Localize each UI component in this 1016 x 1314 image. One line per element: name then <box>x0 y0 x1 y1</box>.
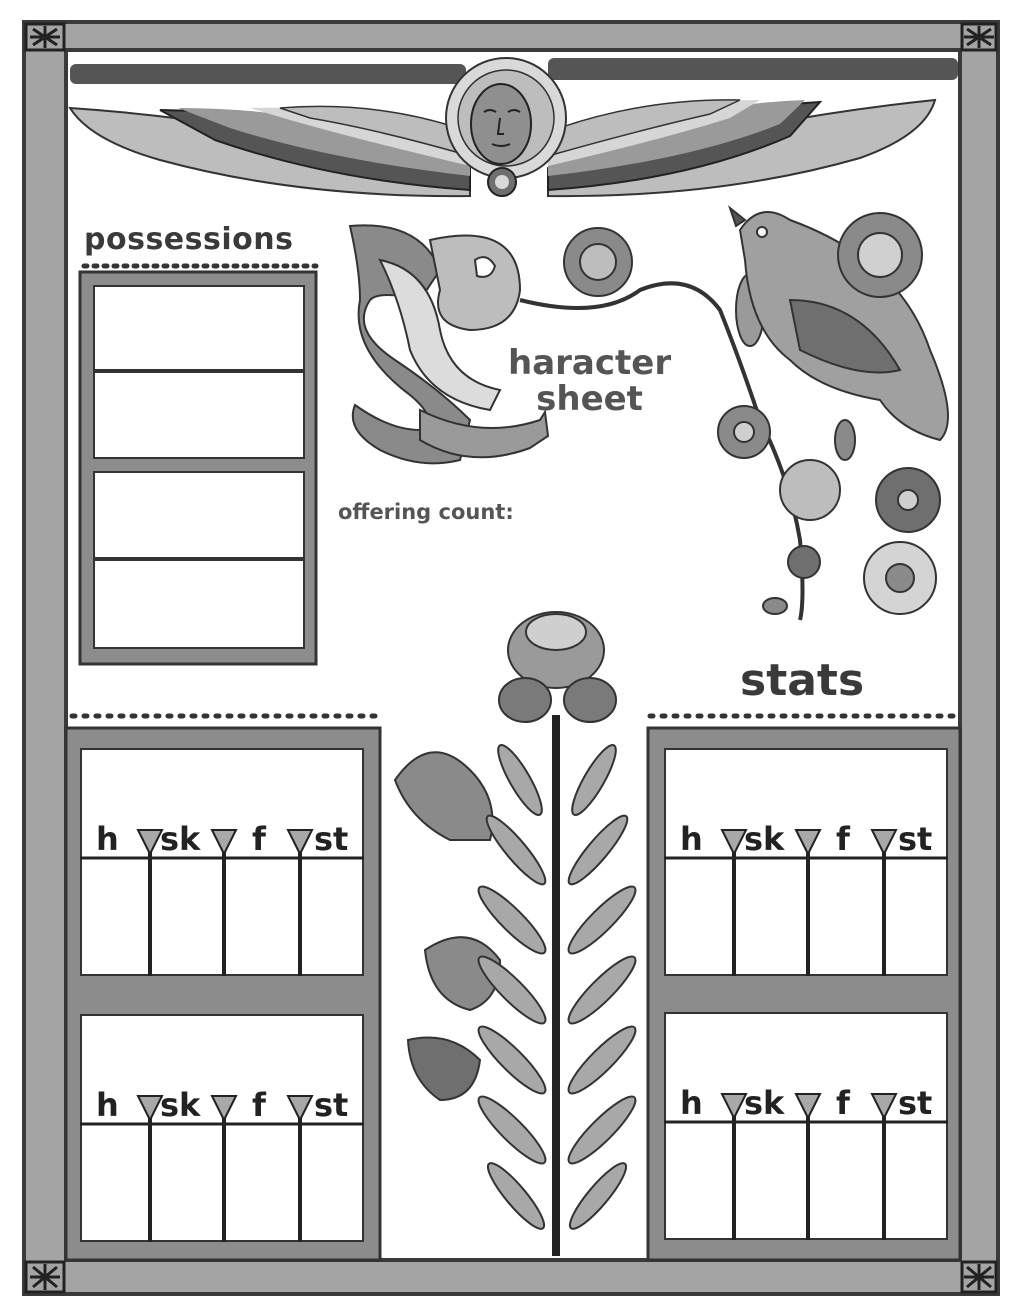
stat-value-cell[interactable] <box>306 1130 362 1238</box>
possession-slot[interactable] <box>94 286 304 370</box>
stat-header-2: f <box>252 1086 266 1124</box>
page-title-line1: haracter <box>508 343 672 383</box>
possession-slot[interactable] <box>94 472 304 558</box>
possession-slot[interactable] <box>94 560 304 648</box>
possessions-heading: possessions <box>84 222 294 257</box>
stat-value-cell[interactable] <box>86 1130 148 1238</box>
stats-heading: stats <box>740 655 865 706</box>
stat-marker-icon <box>288 830 312 854</box>
stat-marker-icon <box>722 830 746 854</box>
corner-star-icon <box>26 1262 64 1292</box>
stat-marker-icon <box>212 1096 236 1120</box>
stat-value-cell[interactable] <box>814 864 882 972</box>
stat-marker-icon <box>138 1096 162 1120</box>
possession-slot[interactable] <box>94 372 304 458</box>
stat-value-cell[interactable] <box>670 864 732 972</box>
stat-value-cell[interactable] <box>156 864 222 972</box>
stat-value-cell[interactable] <box>740 1128 806 1236</box>
stat-header-3: st <box>314 1086 349 1124</box>
stat-header-3: st <box>898 1084 933 1122</box>
corner-star-icon <box>26 24 64 50</box>
stat-card <box>80 748 364 976</box>
stat-header-2: f <box>836 820 850 858</box>
stat-marker-icon <box>872 1094 896 1118</box>
stat-value-cell[interactable] <box>814 1128 882 1236</box>
page-title-line2: sheet <box>536 379 643 419</box>
header-bar <box>70 64 466 84</box>
corner-star-icon <box>962 1262 996 1292</box>
stat-header-1: sk <box>160 820 201 858</box>
stat-card <box>80 1014 364 1242</box>
stat-marker-icon <box>288 1096 312 1120</box>
stat-card <box>664 748 948 976</box>
header-bar <box>548 58 958 80</box>
stat-marker-icon <box>138 830 162 854</box>
stat-value-cell[interactable] <box>670 1128 732 1236</box>
stat-header-0: h <box>680 820 703 858</box>
stat-value-cell[interactable] <box>740 864 806 972</box>
stat-value-cell[interactable] <box>230 864 298 972</box>
stat-value-cell[interactable] <box>86 864 148 972</box>
stat-marker-icon <box>212 830 236 854</box>
stat-value-cell[interactable] <box>156 1130 222 1238</box>
stat-header-3: st <box>898 820 933 858</box>
offering-count-label: offering count: <box>338 500 514 524</box>
stat-marker-icon <box>872 830 896 854</box>
stat-value-cell[interactable] <box>230 1130 298 1238</box>
stat-marker-icon <box>722 1094 746 1118</box>
stat-header-2: f <box>252 820 266 858</box>
stat-header-1: sk <box>744 820 785 858</box>
stat-header-0: h <box>680 1084 703 1122</box>
page-title <box>508 345 671 417</box>
stat-header-1: sk <box>744 1084 785 1122</box>
stat-value-cell[interactable] <box>890 1128 946 1236</box>
stat-card <box>664 1012 948 1240</box>
stat-marker-icon <box>796 830 820 854</box>
stat-marker-icon <box>796 1094 820 1118</box>
offering-count-field[interactable] <box>570 498 734 530</box>
corner-star-icon <box>962 24 996 50</box>
stat-header-3: st <box>314 820 349 858</box>
stat-header-2: f <box>836 1084 850 1122</box>
stat-header-0: h <box>96 820 119 858</box>
stat-value-cell[interactable] <box>890 864 946 972</box>
stat-header-0: h <box>96 1086 119 1124</box>
stat-value-cell[interactable] <box>306 864 362 972</box>
stat-header-1: sk <box>160 1086 201 1124</box>
